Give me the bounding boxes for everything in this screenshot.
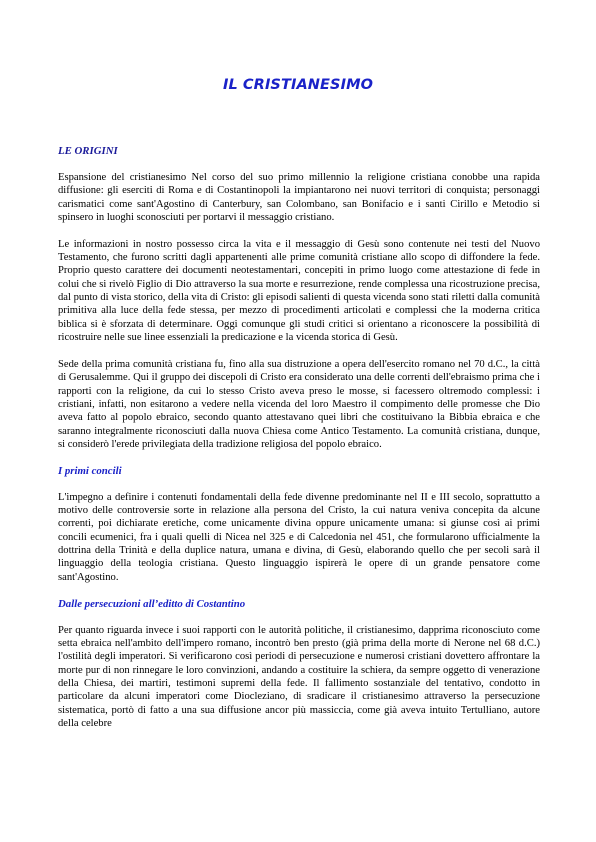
section-persecutions	[58, 598, 540, 731]
paragraph: Sede della prima comunità cristiana fu, fino alla sua distruzione a opera dell'esercito romano nel 70 d.C., la città di Gerusalemme. Qui il gruppo dei discepoli di Cristo era considerato una delle correnti dell'ebraismo prima che i rapporti con la religione, da cui lo stesso Cristo aveva preso le mosse, si facessero oltremodo complessi: i cristiani, infatti, non esitarono a vedere nella vicenda del loro Maestro il compimento delle promesse che Dio aveva fatto al popolo ebraico, secondo quanto attestavano quei libri che costituivano la Bibbia ebraica e che saranno integralmente riconosciuti dalla nuova Chiesa come Antico Testamento. La comunità cristiana, dunque, si considerò l'erede privilegiata della tradizione religiosa del popolo ebraico.	[58, 358, 540, 450]
paragraph: Espansione del cristianesimo Nel corso del suo primo millennio la religione cristiana conobbe una rapida diffusione: gli eserciti di Roma e di Costantinopoli la impiantarono nei nuovi territori di conquista; personaggi carismatici come sant'Agostino di Canterbury, san Colombano, san Bonifacio e i santi Cirillo e Metodio si spinsero in luoghi sconosciuti per portarvi il messaggio cristiano.	[58, 172, 540, 224]
section-heading-origins: LE ORIGINI	[58, 145, 118, 157]
section-first-councils	[58, 465, 540, 584]
paragraph: L'impegno a definire i contenuti fondamentali della fede divenne predominante nel II e III secolo, soprattutto a motivo delle controversie sorte in relazione alla persona del Cristo, la cui natura veniva concepita da alcune correnti, poi dichiarate eretiche, come unicamente divina oppure unicamente umana: si giunse così ai primi concili ecumenici, fra i quali quelli di Nicea nel 325 e di Calcedonia nel 451, che formularono ufficialmente la dottrina della Trinità e della duplice natura, umana e divina, di Gesù, elaborando quello che per secoli sarà il linguaggio della teologia cristiana. Questo linguaggio ispirerà le opere di un grande pensatore come sant'Agostino.	[58, 491, 540, 583]
section-origins	[58, 145, 540, 451]
paragraph: Per quanto riguarda invece i suoi rapporti con le autorità politiche, il cristianesimo, dapprima riconosciuto come setta ebraica nell'ambito dell'impero romano, incontrò ben presto (già prima della morte di Nerone nel 68 d.C.) l'ostilità degli imperatori. Si verificarono così periodi di persecuzione e numerosi cristiani dovettero affrontare la morte pur di non rinnegare le loro convinzioni, andando a costituire la schiera, da sempre oggetto di venerazione della Chiesa, dei martiri, testimoni supremi della fede. Il fallimento sostanziale del tentativo, condotto in particolare da alcuni imperatori come Diocleziano, di sradicare il cristianesimo attraverso la persecuzione sistematica, portò di fatto a una sua diffusione ancor più massiccia, come già aveva intuito Tertulliano, autore della celebre	[58, 624, 540, 729]
paragraph: Le informazioni in nostro possesso circa la vita e il messaggio di Gesù sono contenute nei testi del Nuovo Testamento, che furono scritti dagli appartenenti alle prime comunità cristiane allo scopo di diffondere la fede. Proprio questo carattere dei documenti neotestamentari, concepiti in primo luogo come attestazione di fede in colui che si rivelò Figlio di Dio attraverso la sua morte e resurrezione, rende complessa una ricostruzione precisa, dal punto di vista storico, della vita di Cristo: gli episodi salienti di questa vicenda sono stati riletti dalla comunità primitiva alla luce della fede stessa, per mezzo di procedimenti articolati e complessi che la moderna critica biblica si è sforzata di determinare. Oggi comunque gli studi critici si orientano a riconoscere la possibilità di ricostruire nelle sue linee essenziali la predicazione e la vicenda storica di Gesù.	[58, 238, 540, 344]
section-heading-first-councils: I primi concili	[58, 464, 122, 477]
document-body	[58, 145, 540, 730]
document-title: IL CRISTIANESIMO	[222, 77, 374, 93]
section-heading-persecutions: Dalle persecuzioni all’editto di Costantino	[58, 597, 246, 610]
